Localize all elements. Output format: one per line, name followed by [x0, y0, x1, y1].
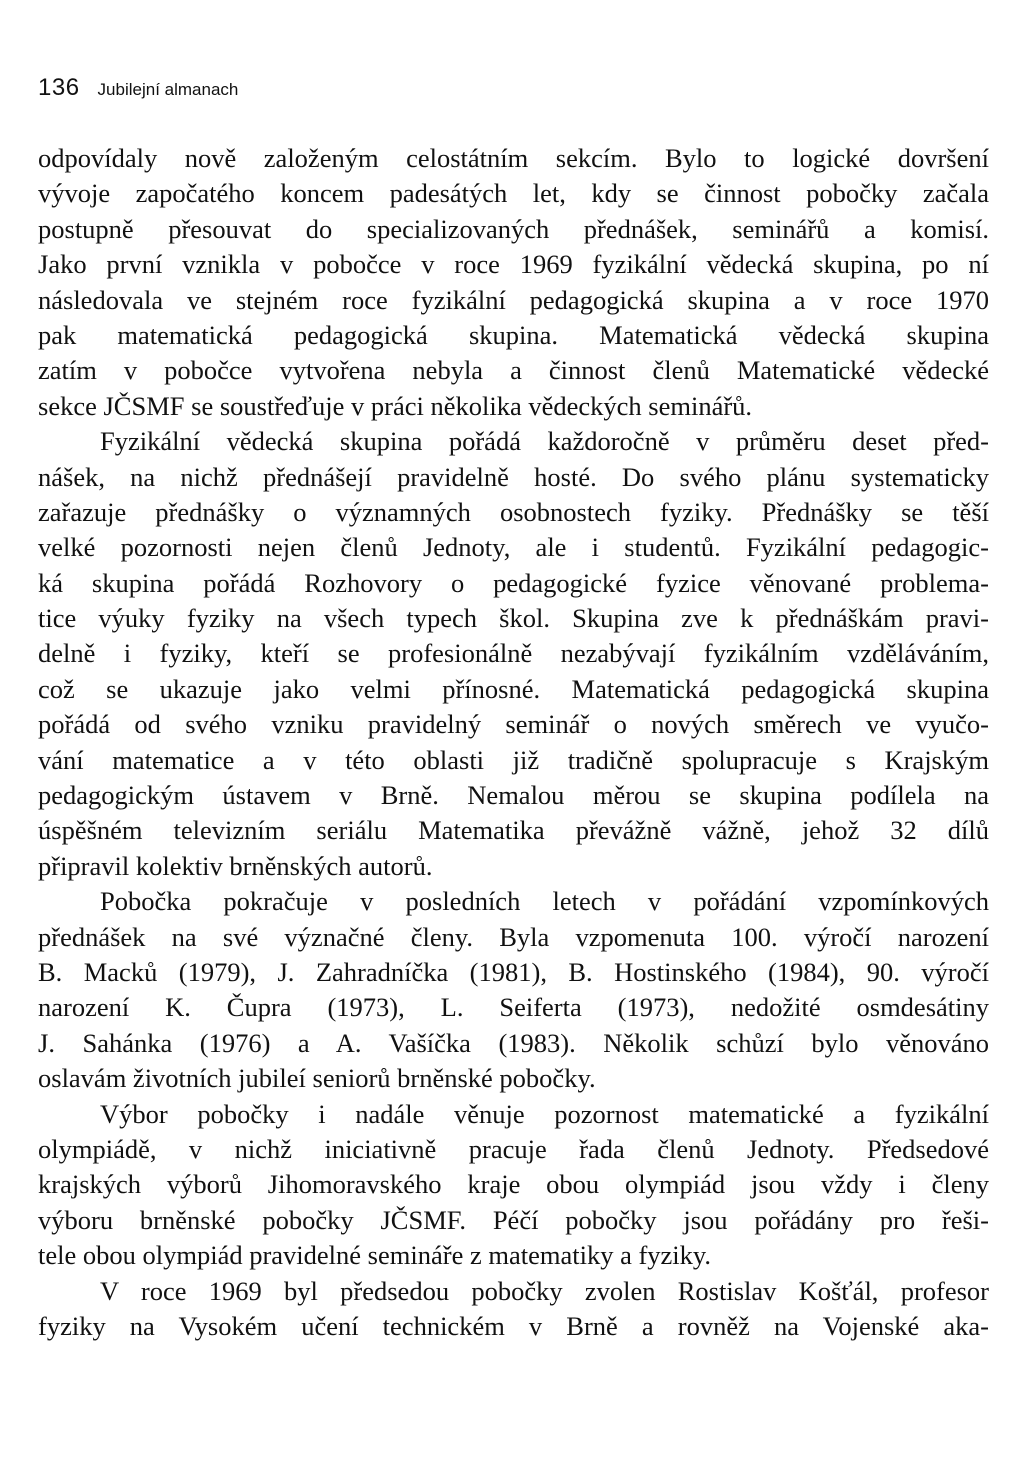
text-line: V roce 1969 byl předsedou pobočky zvolen Rostislav Košťál, profesor: [100, 1275, 989, 1306]
text-line: Výbor pobočky i nadále věnuje pozornost matematické a fyzikální: [100, 1098, 989, 1129]
text-line: velké pozornosti nejen členů Jednoty, ale i studentů. Fyzikální pedagogic-: [38, 532, 989, 563]
text-line: Jako první vznikla v pobočce v roce 1969 fyzikální vědecká skupina, po ní: [38, 249, 989, 280]
body-text: [38, 141, 989, 1344]
document-page: [38, 74, 989, 1344]
text-line: vání matematice a v této oblasti již tradičně spolupracuje s Krajským: [38, 744, 989, 775]
text-line: přednášek na své význačné členy. Byla vzpomenuta 100. výročí narození: [38, 921, 989, 952]
running-header: [38, 74, 989, 118]
running-title: Jubilejní almanach: [97, 80, 239, 99]
text-line: delně i fyziky, kteří se profesionálně nezabývají fyzikálním vzděláváním,: [38, 638, 989, 669]
text-line: tice výuky fyziky na všech typech škol. Skupina zve k přednáškám pravi-: [38, 603, 989, 634]
text-line: úspěšném televizním seriálu Matematika převážně vážně, jehož 32 dílů: [38, 815, 989, 846]
text-line: vývoje započatého koncem padesátých let, kdy se činnost pobočky začala: [38, 178, 989, 209]
text-line: oslavám životních jubileí seniorů brněnské pobočky.: [38, 1063, 596, 1094]
text-line: zatím v pobočce vytvořena nebyla a činnost členů Matematické vědecké: [38, 355, 989, 386]
text-line: narození K. Čupra (1973), L. Seiferta (1973), nedožité osmdesátiny: [38, 992, 989, 1023]
text-line: odpovídaly nově založeným celostátním sekcím. Bylo to logické dovršení: [38, 143, 989, 173]
text-line: tele obou olympiád pravidelné semináře z matematiky a fyziky.: [38, 1240, 712, 1271]
text-line: následovala ve stejném roce fyzikální pedagogická skupina a v roce 1970: [38, 284, 989, 315]
text-line: krajských výborů Jihomoravského kraje obou olympiád jsou vždy i členy: [38, 1169, 989, 1200]
text-line: pořádá od svého vzniku pravidelný seminář o nových směrech ve vyučo-: [38, 709, 989, 740]
text-line: pak matematická pedagogická skupina. Matematická vědecká skupina: [38, 319, 989, 350]
text-line: postupně přesouvat do specializovaných přednášek, seminářů a komisí.: [38, 213, 989, 244]
text-line: což se ukazuje jako velmi přínosné. Matematická pedagogická skupina: [38, 673, 989, 704]
text-line: ká skupina pořádá Rozhovory o pedagogické fyzice věnované problema-: [38, 567, 989, 598]
text-line: výboru brněnské pobočky JČSMF. Péčí pobočky jsou pořádány pro řeši-: [38, 1204, 989, 1235]
text-line: zařazuje přednášky o významných osobnostech fyziky. Přednášky se těší: [38, 496, 989, 527]
text-line: sekce JČSMF se soustřeďuje v práci několika vědeckých seminářů.: [38, 390, 753, 421]
page-number: 136: [38, 74, 80, 101]
text-line: Pobočka pokračuje v posledních letech v pořádání vzpomínkových: [100, 886, 989, 917]
text-line: J. Sahánka (1976) a A. Vašíčka (1983). Několik schůzí bylo věnováno: [38, 1027, 989, 1058]
text-line: připravil kolektiv brněnských autorů.: [38, 850, 433, 881]
text-line: pedagogickým ústavem v Brně. Nemalou měrou se skupina podílela na: [38, 780, 989, 811]
text-line: fyziky na Vysokém učení technickém v Brně a rovněž na Vojenské aka-: [38, 1310, 989, 1341]
text-line: olympiádě, v nichž iniciativně pracuje řada členů Jednoty. Předsedové: [38, 1133, 989, 1164]
text-line: Fyzikální vědecká skupina pořádá každoročně v průměru deset před-: [100, 426, 989, 457]
text-line: B. Macků (1979), J. Zahradníčka (1981), B. Hostinského (1984), 90. výročí: [38, 956, 989, 987]
text-line: nášek, na nichž přednášejí pravidelně hosté. Do svého plánu systematicky: [38, 461, 989, 492]
